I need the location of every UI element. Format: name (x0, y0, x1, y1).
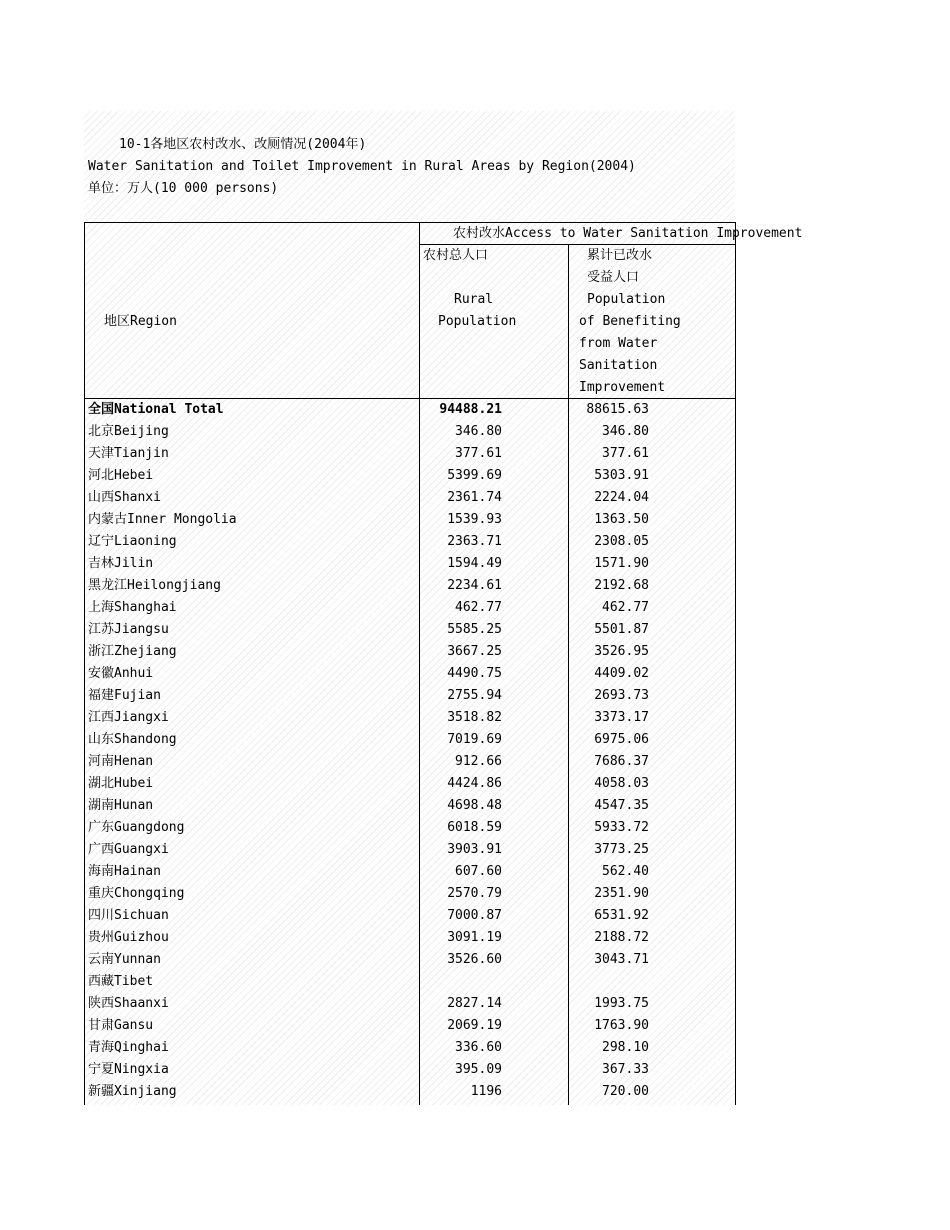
benefit-population-cell: 562.40 (602, 864, 649, 879)
table-row (84, 1037, 735, 1059)
table-row-national-total (84, 399, 735, 421)
region-cell: 甘肃Gansu (88, 1018, 154, 1033)
table-row (84, 553, 735, 575)
benefit-population-cell: 1571.90 (594, 556, 649, 571)
region-cell: 广东Guangdong (88, 820, 185, 835)
rural-population-cell: 3526.60 (447, 952, 502, 967)
region-cell: 安徽Anhui (88, 666, 154, 681)
table-row (84, 641, 735, 663)
table-row (84, 1015, 735, 1037)
header-line: Improvement (579, 380, 666, 395)
rural-population-cell: 4698.48 (447, 798, 502, 813)
benefit-population-cell: 3526.95 (594, 644, 649, 659)
group-header-label: 农村改水Access to Water Sanitation Improvement (453, 226, 803, 241)
header-line: Population (438, 314, 517, 329)
rural-population-cell: 7000.87 (447, 908, 502, 923)
benefit-population-cell: 4547.35 (594, 798, 649, 813)
benefit-population-cell: 4058.03 (594, 776, 649, 791)
table-row (84, 817, 735, 839)
table-row (84, 597, 735, 619)
region-cell: 全国National Total (88, 402, 224, 417)
benefit-population-cell: 2308.05 (594, 534, 649, 549)
region-cell: 广西Guangxi (88, 842, 169, 857)
table-row (84, 1081, 735, 1103)
table-title-english: Water Sanitation and Toilet Improvement in Rural Areas by Region(2004) (88, 159, 636, 174)
region-cell: 山西Shanxi (88, 490, 161, 505)
rural-population-cell: 2570.79 (447, 886, 502, 901)
region-cell: 贵州Guizhou (88, 930, 169, 945)
benefit-population-cell: 298.10 (602, 1040, 649, 1055)
rural-population-cell: 94488.21 (439, 402, 502, 417)
table-row (84, 927, 735, 949)
rural-population-cell: 2069.19 (447, 1018, 502, 1033)
benefit-population-cell: 2224.04 (594, 490, 649, 505)
region-cell: 湖北Hubei (88, 776, 154, 791)
table-row (84, 773, 735, 795)
region-cell: 青海Qinghai (88, 1040, 169, 1055)
rural-population-cell: 395.09 (455, 1062, 502, 1077)
rural-population-cell: 2827.14 (447, 996, 502, 1011)
table-row (84, 531, 735, 553)
rural-population-cell: 2361.74 (447, 490, 502, 505)
table-body (84, 399, 735, 1103)
table-row (84, 729, 735, 751)
table-row (84, 839, 735, 861)
region-cell: 山东Shandong (88, 732, 177, 747)
benefit-population-cell: 2188.72 (594, 930, 649, 945)
benefit-population-cell: 1763.90 (594, 1018, 649, 1033)
benefit-population-cell: 720.00 (602, 1084, 649, 1099)
region-cell: 四川Sichuan (88, 908, 169, 923)
rural-population-cell: 462.77 (455, 600, 502, 615)
region-cell: 吉林Jilin (88, 556, 154, 571)
rural-population-cell: 3667.25 (447, 644, 502, 659)
rural-population-cell: 1594.49 (447, 556, 502, 571)
table-row (84, 487, 735, 509)
rural-population-cell: 2363.71 (447, 534, 502, 549)
table-row (84, 861, 735, 883)
benefit-population-cell: 2693.73 (594, 688, 649, 703)
region-cell: 浙江Zhejiang (88, 644, 177, 659)
region-cell: 陕西Shaanxi (88, 996, 169, 1011)
benefit-population-cell: 4409.02 (594, 666, 649, 681)
region-cell: 天津Tianjin (88, 446, 169, 461)
benefit-population-cell: 2351.90 (594, 886, 649, 901)
region-cell: 黑龙江Heilongjiang (88, 578, 221, 593)
region-cell: 海南Hainan (88, 864, 161, 879)
table-row (84, 993, 735, 1015)
table-title-chinese: 10-1各地区农村改水、改厕情况(2004年) (119, 137, 367, 152)
rural-population-cell: 4424.86 (447, 776, 502, 791)
benefit-population-cell: 5303.91 (594, 468, 649, 483)
rural-population-cell: 336.60 (455, 1040, 502, 1055)
table-row (84, 619, 735, 641)
benefit-population-cell: 346.80 (602, 424, 649, 439)
region-cell: 宁夏Ningxia (88, 1062, 169, 1077)
region-cell: 湖南Hunan (88, 798, 154, 813)
benefit-population-cell: 6531.92 (594, 908, 649, 923)
table-right-border (735, 222, 736, 1105)
table-row (84, 575, 735, 597)
header-line: Rural (454, 292, 494, 307)
rural-population-cell: 3518.82 (447, 710, 502, 725)
region-cell: 河北Hebei (88, 468, 154, 483)
benefit-population-cell: 462.77 (602, 600, 649, 615)
table-row (84, 443, 735, 465)
table-row (84, 685, 735, 707)
benefit-population-cell: 3773.25 (594, 842, 649, 857)
rural-population-cell: 912.66 (455, 754, 502, 769)
region-cell: 福建Fujian (88, 688, 161, 703)
unit-label: 单位：万人(10 000 persons) (88, 181, 279, 196)
region-cell: 江苏Jiangsu (88, 622, 169, 637)
rural-population-cell: 607.60 (455, 864, 502, 879)
header-line: 受益人口 (587, 270, 640, 285)
rural-population-cell: 1539.93 (447, 512, 502, 527)
table-row (84, 707, 735, 729)
rural-population-cell: 2234.61 (447, 578, 502, 593)
table-row (84, 421, 735, 443)
header-line: 累计已改水 (587, 248, 653, 263)
region-cell: 北京Beijing (88, 424, 169, 439)
benefit-population-cell: 377.61 (602, 446, 649, 461)
header-line: from Water (579, 336, 658, 351)
region-cell: 辽宁Liaoning (88, 534, 177, 549)
rural-population-cell: 6018.59 (447, 820, 502, 835)
rural-population-cell: 5399.69 (447, 468, 502, 483)
benefit-population-cell: 3043.71 (594, 952, 649, 967)
benefit-population-cell: 6975.06 (594, 732, 649, 747)
region-cell: 云南Yunnan (88, 952, 161, 967)
region-cell: 内蒙古Inner Mongolia (88, 512, 237, 527)
table-row (84, 883, 735, 905)
table-row (84, 949, 735, 971)
table-row (84, 465, 735, 487)
column-header-region: 地区Region (104, 314, 177, 329)
benefit-population-cell: 3373.17 (594, 710, 649, 725)
benefit-population-cell: 2192.68 (594, 578, 649, 593)
benefit-population-cell: 1363.50 (594, 512, 649, 527)
table-row (84, 905, 735, 927)
group-header-water-sanitation (420, 223, 803, 245)
benefit-population-cell: 5501.87 (594, 622, 649, 637)
region-cell: 上海Shanghai (88, 600, 177, 615)
rural-population-cell: 7019.69 (447, 732, 502, 747)
header-line: Sanitation (579, 358, 658, 373)
table-row (84, 509, 735, 531)
table-row (84, 971, 735, 993)
table-row (84, 751, 735, 773)
header-line: Population (587, 292, 666, 307)
region-cell: 重庆Chongqing (88, 886, 185, 901)
table-row (84, 1059, 735, 1081)
table-row (84, 795, 735, 817)
region-cell: 河南Henan (88, 754, 154, 769)
header-line: of Benefiting (579, 314, 681, 329)
rural-population-cell: 3091.19 (447, 930, 502, 945)
rural-population-cell: 4490.75 (447, 666, 502, 681)
benefit-population-cell: 1993.75 (594, 996, 649, 1011)
rural-population-cell: 1196 (470, 1084, 502, 1099)
header-line: 农村总人口 (423, 248, 489, 263)
rural-population-cell: 3903.91 (447, 842, 502, 857)
region-cell: 西藏Tibet (88, 974, 154, 989)
rural-population-cell: 2755.94 (447, 688, 502, 703)
benefit-population-cell: 88615.63 (586, 402, 649, 417)
rural-population-cell: 377.61 (455, 446, 502, 461)
benefit-population-cell: 7686.37 (594, 754, 649, 769)
table-row (84, 663, 735, 685)
region-cell: 新疆Xinjiang (88, 1084, 177, 1099)
region-cell: 江西Jiangxi (88, 710, 169, 725)
benefit-population-cell: 5933.72 (594, 820, 649, 835)
benefit-population-cell: 367.33 (602, 1062, 649, 1077)
rural-population-cell: 346.80 (455, 424, 502, 439)
rural-population-cell: 5585.25 (447, 622, 502, 637)
